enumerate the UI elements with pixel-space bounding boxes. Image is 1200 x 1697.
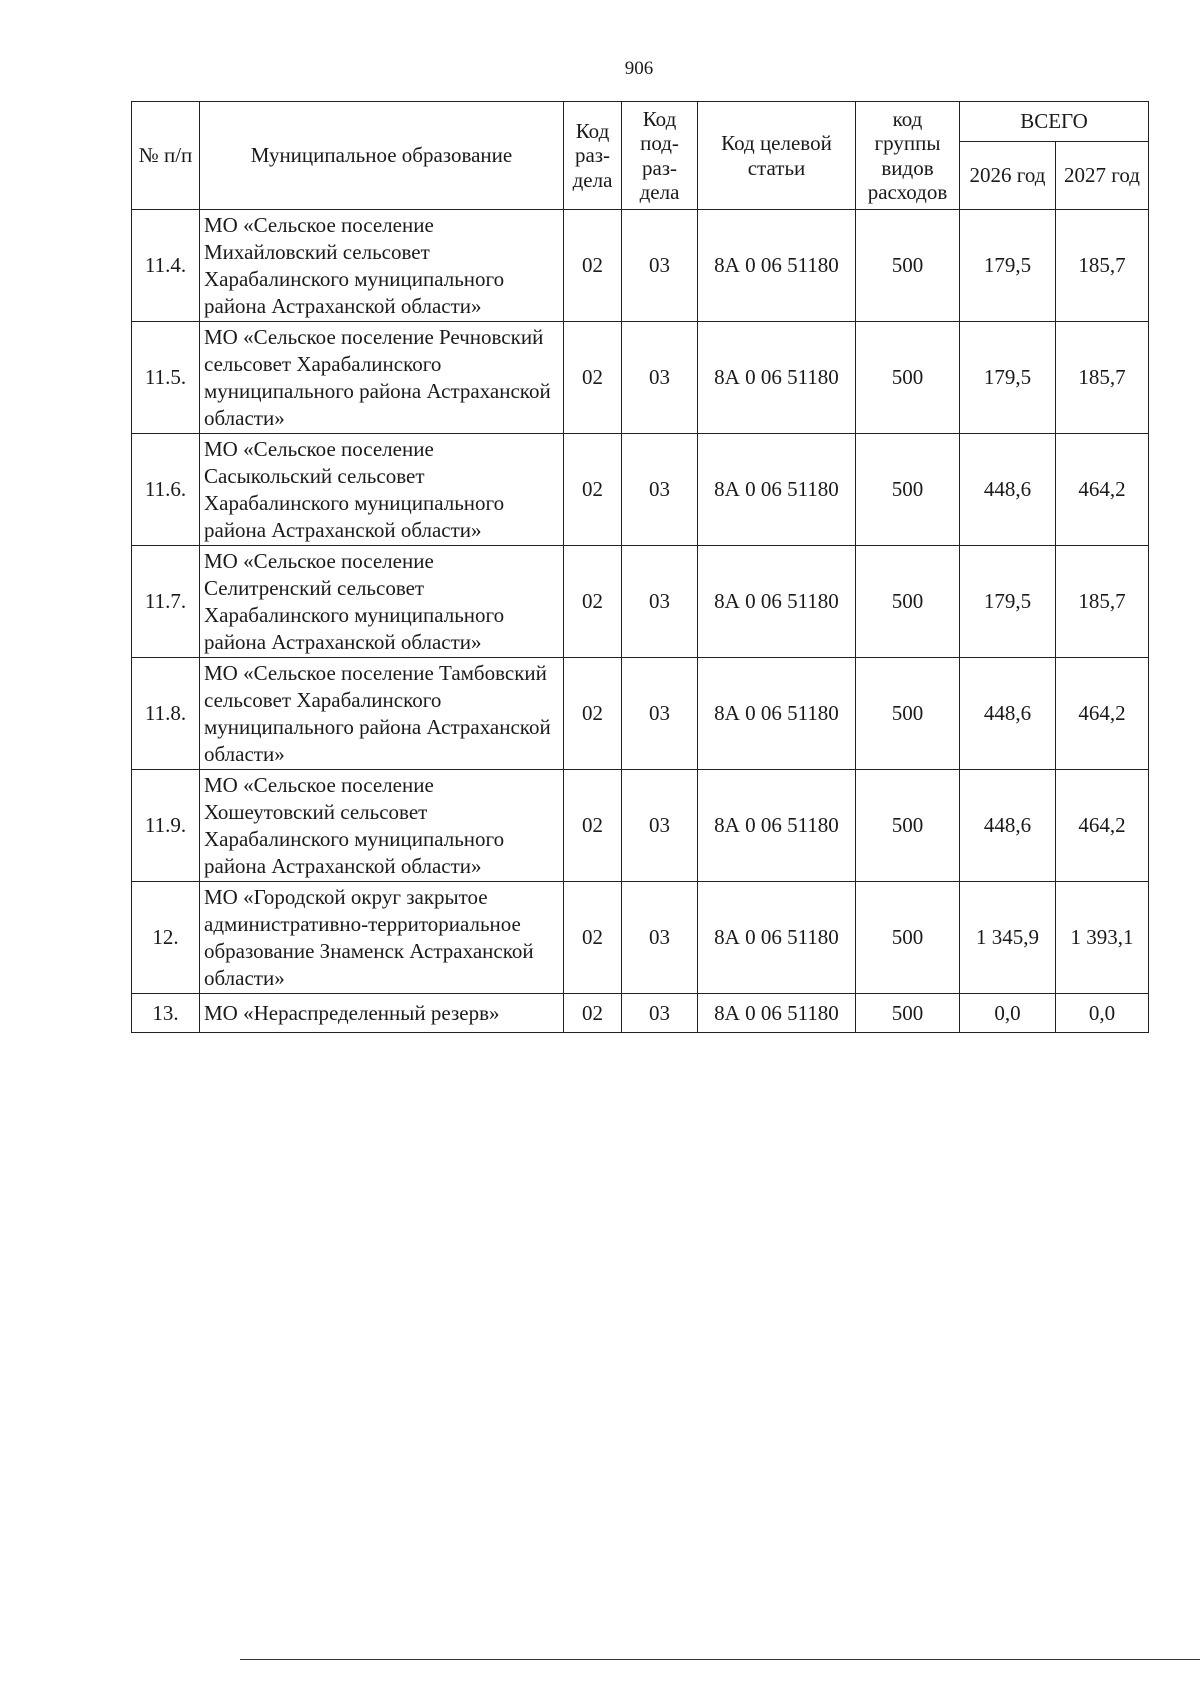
row-municipality: МО «Сельское поселение Тамбовский сельсовет Харабалинского муниципального района Астраханской области»: [200, 658, 564, 770]
row-amount-2027: 464,2: [1056, 434, 1149, 546]
row-subsection-code: 03: [622, 882, 698, 994]
row-section-code: 02: [564, 994, 622, 1033]
header-target: Код целевой статьи: [698, 102, 856, 210]
row-amount-2026: 179,5: [960, 322, 1056, 434]
row-subsection-code: 03: [622, 770, 698, 882]
table-row: [132, 322, 1149, 434]
row-municipality: МО «Сельское поселение Речновский сельсовет Харабалинского муниципального района Астраханской области»: [200, 322, 564, 434]
row-amount-2026: 179,5: [960, 546, 1056, 658]
row-subsection-code: 03: [622, 434, 698, 546]
row-target-code: 8А 0 06 51180: [698, 658, 856, 770]
row-target-code: 8А 0 06 51180: [698, 994, 856, 1033]
row-expense-group: 500: [856, 882, 960, 994]
row-section-code: 02: [564, 546, 622, 658]
row-amount-2026: 0,0: [960, 994, 1056, 1033]
row-amount-2026: 1 345,9: [960, 882, 1056, 994]
header-section: Код раз-дела: [564, 102, 622, 210]
row-municipality: МО «Нераспределенный резерв»: [200, 994, 564, 1033]
table-row: [132, 658, 1149, 770]
row-target-code: 8А 0 06 51180: [698, 546, 856, 658]
row-number: 13.: [132, 994, 200, 1033]
row-number: 11.5.: [132, 322, 200, 434]
row-expense-group: 500: [856, 546, 960, 658]
header-subsection: Код под-раз-дела: [622, 102, 698, 210]
row-expense-group: 500: [856, 994, 960, 1033]
row-target-code: 8А 0 06 51180: [698, 882, 856, 994]
row-target-code: 8А 0 06 51180: [698, 434, 856, 546]
header-num: № п/п: [132, 102, 200, 210]
row-amount-2027: 185,7: [1056, 322, 1149, 434]
row-subsection-code: 03: [622, 322, 698, 434]
budget-table: [131, 101, 1149, 1033]
table-header: [132, 102, 1149, 210]
table-row: [132, 546, 1149, 658]
row-expense-group: 500: [856, 322, 960, 434]
header-total: ВСЕГО: [960, 102, 1149, 142]
row-expense-group: 500: [856, 210, 960, 322]
row-municipality: МО «Сельское поселение Михайловский сельсовет Харабалинского муниципального района Астраханской области»: [200, 210, 564, 322]
row-section-code: 02: [564, 210, 622, 322]
row-amount-2026: 179,5: [960, 210, 1056, 322]
row-amount-2027: 0,0: [1056, 994, 1149, 1033]
row-expense-group: 500: [856, 770, 960, 882]
table-body: [132, 210, 1149, 1033]
footer-divider: [240, 1659, 1200, 1660]
row-number: 11.9.: [132, 770, 200, 882]
row-amount-2027: 1 393,1: [1056, 882, 1149, 994]
row-number: 12.: [132, 882, 200, 994]
header-year-2026: 2026 год: [960, 142, 1056, 210]
row-section-code: 02: [564, 770, 622, 882]
table-row: [132, 994, 1149, 1033]
row-municipality: МО «Городской округ закрытое административно-территориальное образование Знаменск Астраханской области»: [200, 882, 564, 994]
row-expense-group: 500: [856, 434, 960, 546]
row-section-code: 02: [564, 658, 622, 770]
row-number: 11.7.: [132, 546, 200, 658]
row-amount-2027: 185,7: [1056, 546, 1149, 658]
row-municipality: МО «Сельское поселение Хошеутовский сельсовет Харабалинского муниципального района Астраханской области»: [200, 770, 564, 882]
row-amount-2027: 464,2: [1056, 658, 1149, 770]
row-section-code: 02: [564, 322, 622, 434]
row-amount-2026: 448,6: [960, 434, 1056, 546]
row-municipality: МО «Сельское поселение Селитренский сельсовет Харабалинского муниципального района Астраханской области»: [200, 546, 564, 658]
row-amount-2026: 448,6: [960, 658, 1056, 770]
row-subsection-code: 03: [622, 994, 698, 1033]
row-subsection-code: 03: [622, 658, 698, 770]
header-municipality: Муниципальное образование: [200, 102, 564, 210]
row-section-code: 02: [564, 434, 622, 546]
row-municipality: МО «Сельское поселение Сасыкольский сельсовет Харабалинского муниципального района Астраханской области»: [200, 434, 564, 546]
table-row: [132, 882, 1149, 994]
row-amount-2026: 448,6: [960, 770, 1056, 882]
page-number: 906: [624, 58, 654, 79]
row-amount-2027: 464,2: [1056, 770, 1149, 882]
row-amount-2027: 185,7: [1056, 210, 1149, 322]
row-number: 11.8.: [132, 658, 200, 770]
table-row: [132, 770, 1149, 882]
row-target-code: 8А 0 06 51180: [698, 770, 856, 882]
table-row: [132, 210, 1149, 322]
row-subsection-code: 03: [622, 546, 698, 658]
table-row: [132, 434, 1149, 546]
row-expense-group: 500: [856, 658, 960, 770]
row-section-code: 02: [564, 882, 622, 994]
row-target-code: 8А 0 06 51180: [698, 210, 856, 322]
header-year-2027: 2027 год: [1056, 142, 1149, 210]
row-number: 11.4.: [132, 210, 200, 322]
row-subsection-code: 03: [622, 210, 698, 322]
row-target-code: 8А 0 06 51180: [698, 322, 856, 434]
row-number: 11.6.: [132, 434, 200, 546]
header-expense-group: код группы видов расходов: [856, 102, 960, 210]
